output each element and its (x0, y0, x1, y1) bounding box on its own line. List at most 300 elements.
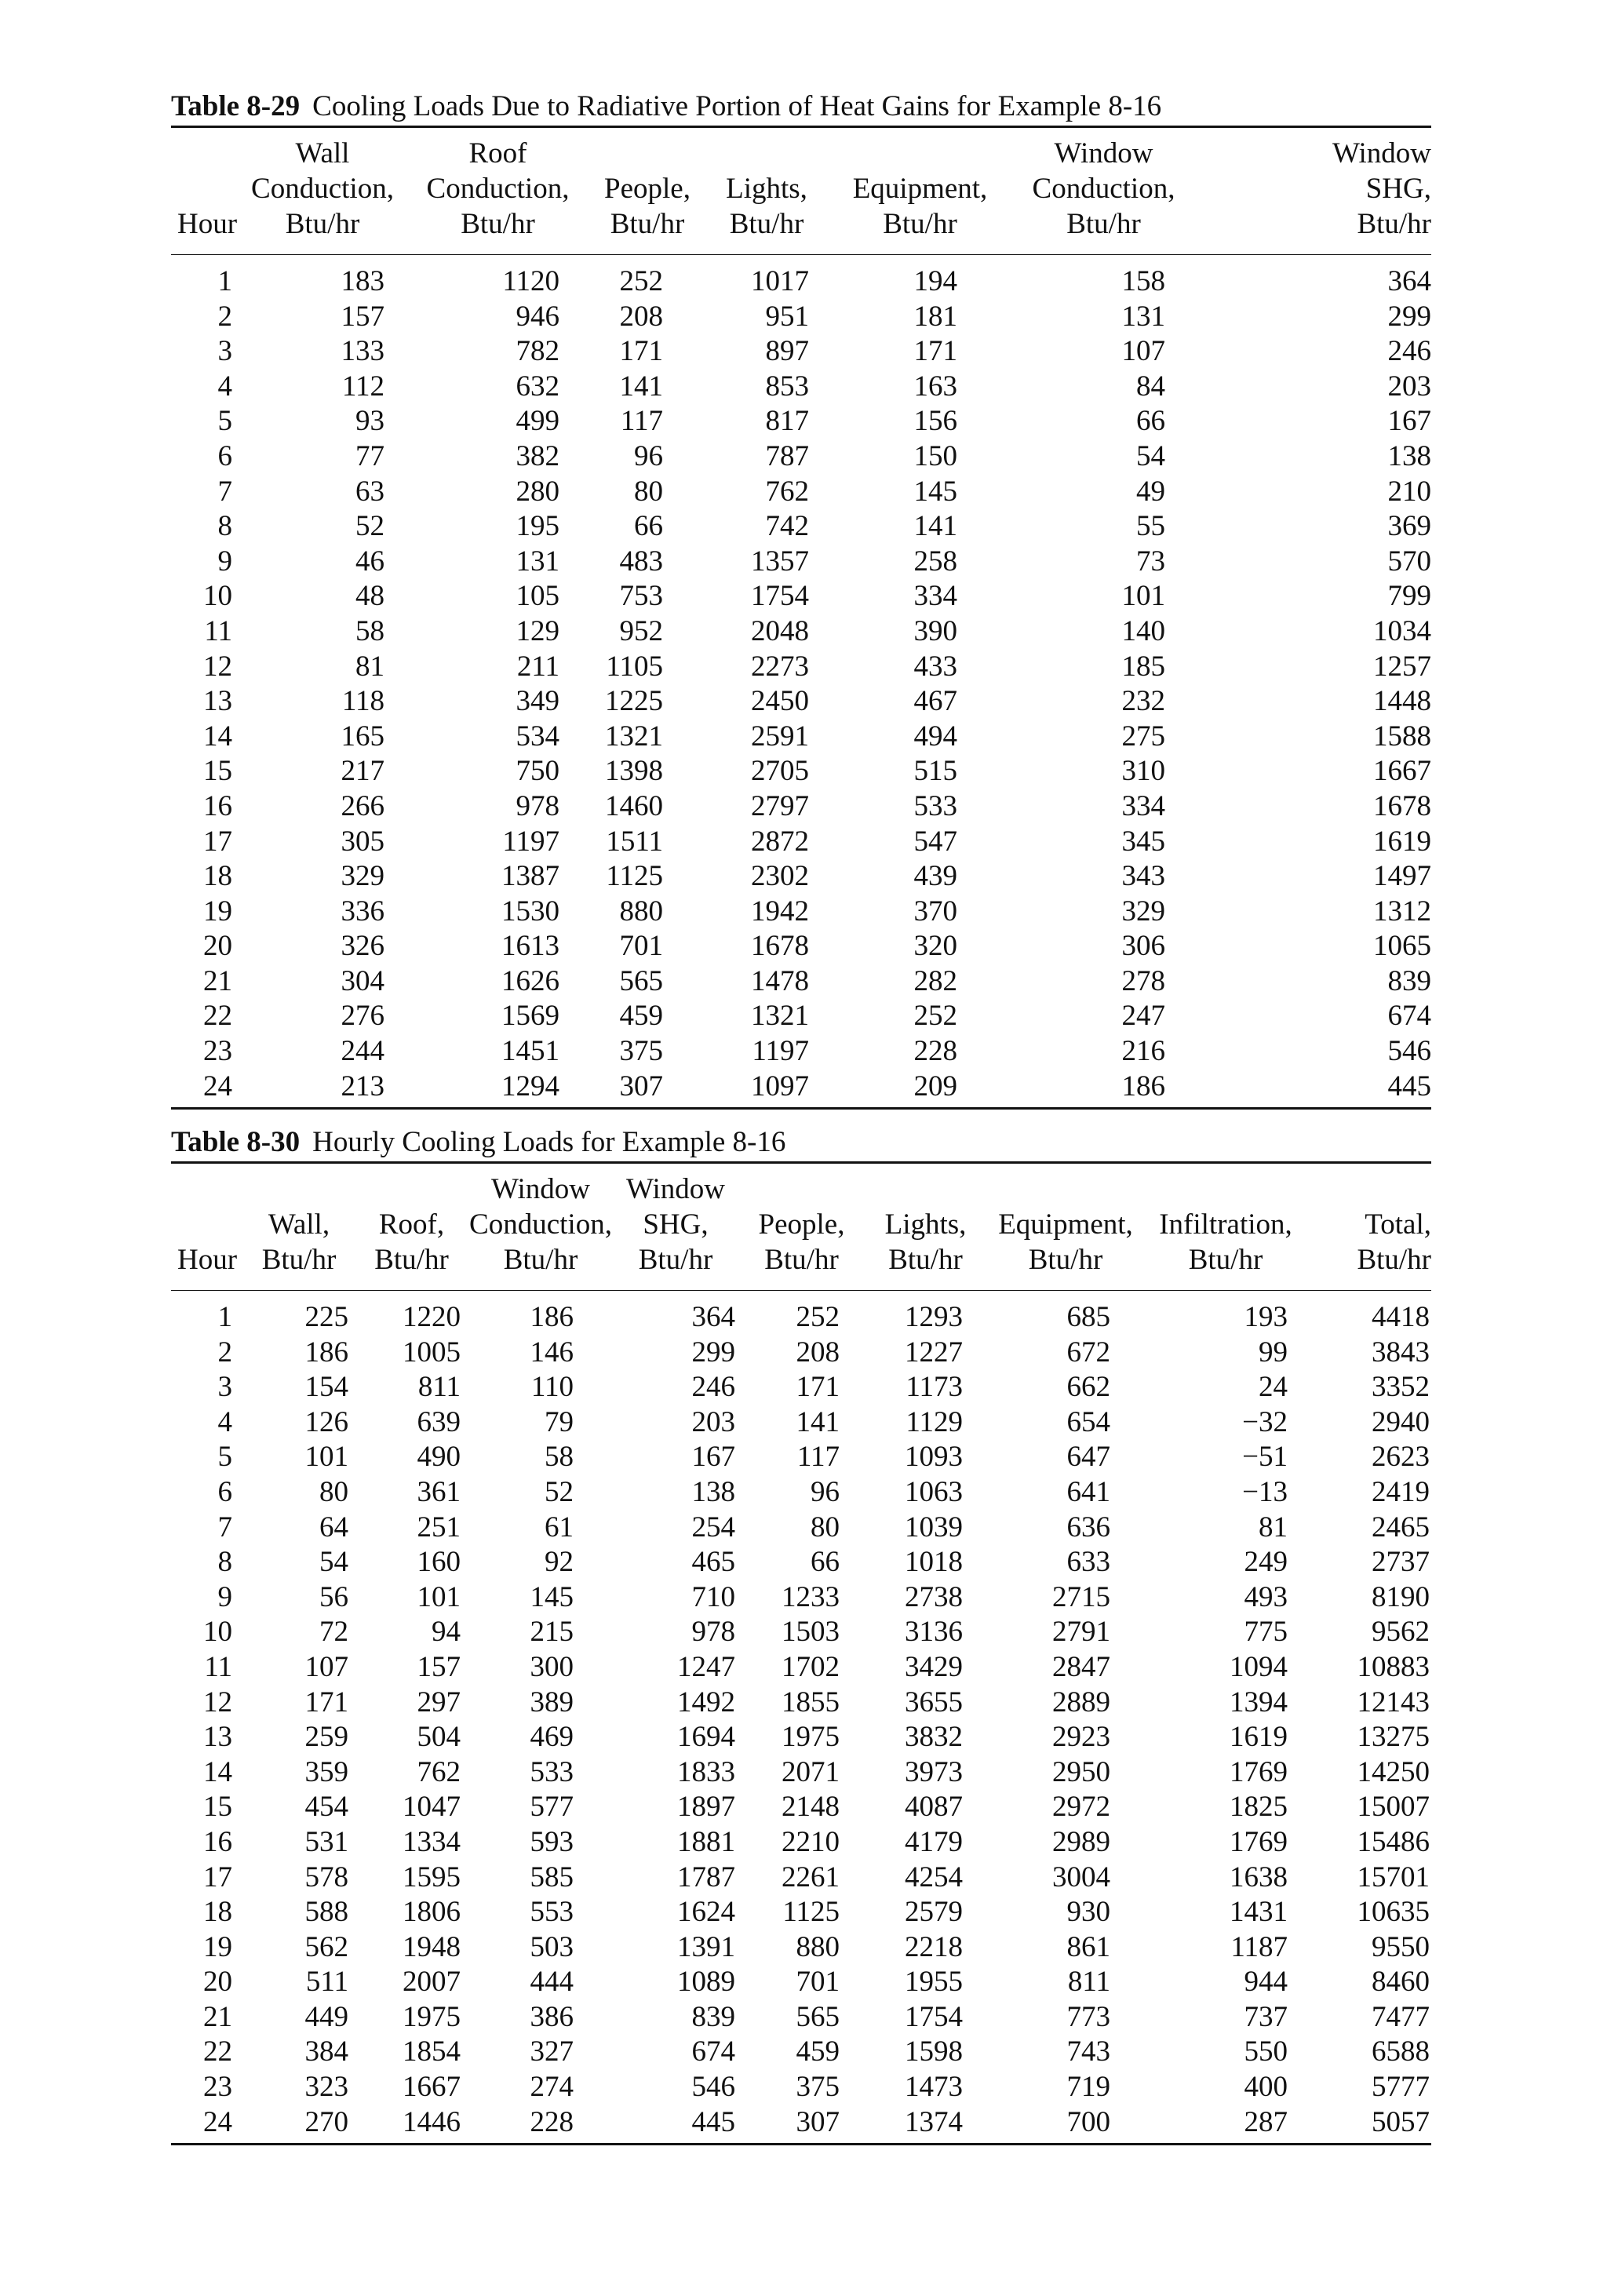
column-header (355, 1163, 468, 1291)
value-cell: 99 (1259, 1336, 1288, 1368)
value-cell: 1293 (905, 1301, 963, 1333)
value-cell: 853 (765, 370, 809, 403)
value-cell: 1120 (502, 265, 559, 297)
table-number: Table 8-30 (171, 1126, 301, 1158)
table-row (171, 825, 1431, 860)
table-row (171, 2105, 1431, 2145)
value-cell: 546 (691, 2071, 735, 2104)
value-cell: 2071 (782, 1755, 840, 1788)
value-cell: 101 (1121, 580, 1165, 613)
header-line (701, 136, 833, 171)
value-cell: 2972 (1052, 1791, 1110, 1824)
value-cell: 978 (516, 789, 559, 822)
value-cell: 66 (634, 510, 663, 543)
table-row (171, 1755, 1431, 1791)
column-header (468, 1163, 613, 1291)
value-cell: 93 (355, 405, 384, 438)
column-header (833, 127, 1008, 255)
value-cell: 299 (691, 1336, 735, 1368)
header-line: Roof, (378, 1208, 445, 1241)
value-cell: 700 (1066, 2105, 1110, 2138)
value-cell: 2302 (751, 860, 809, 893)
value-cell: 534 (516, 720, 559, 753)
table-row (171, 1860, 1431, 1896)
value-cell: 361 (417, 1475, 461, 1508)
value-cell: 209 (913, 1070, 957, 1102)
value-cell: 1511 (606, 825, 663, 858)
value-cell: 66 (811, 1546, 840, 1579)
value-cell: 278 (1121, 964, 1165, 997)
value-cell: 167 (1387, 405, 1431, 438)
hour-cell: 11 (204, 1650, 232, 1683)
value-cell: 1374 (905, 2105, 963, 2138)
table-row (171, 1511, 1431, 1546)
value-cell: 1460 (605, 789, 663, 822)
value-cell: 1855 (782, 1686, 840, 1718)
hour-cell: 8 (217, 510, 232, 543)
value-cell: 73 (1136, 545, 1165, 578)
value-cell: 672 (1066, 1336, 1110, 1368)
value-cell: 2450 (751, 685, 809, 718)
header-line: SHG, (1365, 173, 1431, 205)
value-cell: 343 (1121, 860, 1165, 893)
value-cell: 300 (530, 1650, 574, 1683)
value-cell: 117 (620, 405, 663, 438)
value-cell: 531 (304, 1825, 348, 1858)
header-line (865, 1172, 986, 1207)
header-line: Btu/hr (461, 208, 535, 240)
value-cell: 3429 (905, 1650, 963, 1683)
value-cell: 743 (1066, 2035, 1110, 2068)
header-line: Hour (177, 1244, 238, 1276)
header-line: SHG, (643, 1208, 709, 1241)
table-row (171, 1930, 1431, 1966)
value-cell: 1063 (905, 1475, 963, 1508)
value-cell: 216 (1121, 1035, 1165, 1068)
value-cell: 305 (341, 825, 384, 858)
header-line: Btu/hr (729, 208, 804, 240)
hour-cell: 5 (217, 405, 232, 438)
header-line: Roof (468, 137, 527, 169)
value-cell: 208 (619, 300, 663, 333)
value-cell: 1093 (905, 1441, 963, 1474)
value-cell: 1595 (403, 1860, 461, 1893)
header-line (1306, 1172, 1431, 1207)
value-cell: 585 (530, 1860, 574, 1893)
table-row (171, 859, 1431, 895)
header-line: People, (758, 1208, 845, 1241)
column-header (1008, 127, 1200, 255)
header-line: Btu/hr (883, 208, 957, 240)
hour-cell: 4 (217, 1405, 232, 1438)
value-cell: 1018 (905, 1546, 963, 1579)
value-cell: 742 (765, 510, 809, 543)
value-cell: 1478 (751, 964, 809, 997)
value-cell: 210 (1387, 475, 1431, 508)
hour-cell: 19 (203, 895, 232, 928)
value-cell: 384 (304, 2035, 348, 2068)
value-cell: 252 (619, 265, 663, 297)
value-cell: 439 (913, 860, 957, 893)
value-cell: 562 (304, 1930, 348, 1963)
value-cell: 737 (1244, 2000, 1288, 2033)
hour-cell: 1 (217, 265, 232, 297)
header-line: Btu/hr (764, 1244, 839, 1276)
table-row (171, 929, 1431, 964)
value-cell: 345 (1121, 825, 1165, 858)
header-line (594, 136, 701, 171)
value-cell: 2950 (1052, 1755, 1110, 1788)
header-line: Lights, (884, 1208, 967, 1241)
header-row (171, 1163, 1431, 1291)
value-cell: 203 (691, 1405, 735, 1438)
header-line: Btu/hr (1066, 208, 1141, 240)
table-row (171, 1370, 1431, 1405)
value-cell: 14250 (1357, 1755, 1430, 1788)
value-cell: 449 (304, 2000, 348, 2033)
value-cell: 382 (516, 439, 559, 472)
value-cell: 112 (341, 370, 384, 403)
value-cell: 1613 (501, 930, 559, 963)
hour-cell: 10 (203, 580, 232, 613)
header-line: Wall (295, 137, 350, 169)
value-cell: 578 (304, 1860, 348, 1893)
hour-cell: 9 (217, 545, 232, 578)
value-cell: 1769 (1230, 1825, 1288, 1858)
hour-cell: 4 (217, 370, 232, 403)
value-cell: 275 (1121, 720, 1165, 753)
value-cell: 1638 (1230, 1860, 1288, 1893)
value-cell: 1626 (501, 964, 559, 997)
value-cell: 167 (691, 1441, 735, 1474)
value-cell: 570 (1387, 545, 1431, 578)
header-line: Window (626, 1173, 725, 1205)
header-row (171, 127, 1431, 255)
value-cell: 3832 (905, 1721, 963, 1754)
value-cell: 181 (913, 300, 957, 333)
value-cell: 2989 (1052, 1825, 1110, 1858)
value-cell: 369 (1387, 510, 1431, 543)
hour-cell: 3 (217, 335, 232, 368)
value-cell: 1233 (782, 1580, 840, 1613)
value-cell: 3352 (1372, 1371, 1430, 1404)
value-cell: 54 (319, 1546, 348, 1579)
table-caption (171, 88, 1431, 126)
value-cell: 208 (796, 1336, 840, 1368)
value-cell: 2419 (1372, 1475, 1430, 1508)
table-row (171, 1895, 1431, 1930)
value-cell: 80 (319, 1475, 348, 1508)
value-cell: 674 (1387, 1000, 1431, 1033)
value-cell: 244 (341, 1035, 384, 1068)
value-cell: 225 (304, 1301, 348, 1333)
value-cell: 1089 (677, 1966, 735, 1999)
column-header (701, 127, 833, 255)
value-cell: 138 (1387, 439, 1431, 472)
value-cell: 141 (619, 370, 663, 403)
value-cell: 762 (417, 1755, 461, 1788)
value-cell: 171 (619, 335, 663, 368)
value-cell: 329 (341, 860, 384, 893)
value-cell: 4418 (1372, 1301, 1430, 1333)
table-row (171, 789, 1431, 825)
value-cell: 1257 (1373, 650, 1431, 683)
table-row (171, 1336, 1431, 1371)
hour-cell: 7 (217, 475, 232, 508)
value-cell: 546 (1387, 1035, 1431, 1068)
hour-cell: 12 (203, 1686, 232, 1718)
header-line (171, 171, 243, 206)
value-cell: 10635 (1357, 1896, 1430, 1929)
value-cell: 171 (913, 335, 957, 368)
hour-cell: 10 (203, 1616, 232, 1649)
value-cell: 185 (1121, 650, 1165, 683)
value-cell: 117 (796, 1441, 840, 1474)
value-cell: 80 (634, 475, 663, 508)
table-caption (171, 1124, 1431, 1161)
value-cell: 52 (355, 510, 384, 543)
hour-cell: 8 (217, 1546, 232, 1579)
value-cell: 1975 (782, 1721, 840, 1754)
value-cell: 2847 (1052, 1650, 1110, 1683)
column-header (243, 127, 402, 255)
header-line: Btu/hr (1188, 1244, 1263, 1276)
value-cell: 861 (1066, 1930, 1110, 1963)
table-row (171, 1965, 1431, 2000)
value-cell: 2738 (905, 1580, 963, 1613)
table-row (171, 1545, 1431, 1580)
value-cell: 1105 (606, 650, 663, 683)
table-row (171, 684, 1431, 720)
value-cell: 1398 (605, 755, 663, 788)
value-cell: 81 (355, 650, 384, 683)
header-line: Conduction, (426, 173, 570, 205)
value-cell: 4179 (905, 1825, 963, 1858)
value-cell: 1125 (606, 860, 663, 893)
table-8-30 (171, 1124, 1431, 2145)
value-cell: 1391 (677, 1930, 735, 1963)
value-cell: 1387 (501, 860, 559, 893)
value-cell: 1187 (1230, 1930, 1288, 1963)
value-cell: 897 (765, 335, 809, 368)
value-cell: 445 (691, 2105, 735, 2138)
value-cell: 633 (1066, 1546, 1110, 1579)
value-cell: 329 (1121, 895, 1165, 928)
value-cell: 336 (341, 895, 384, 928)
value-cell: 375 (796, 2071, 840, 2104)
table-row (171, 255, 1431, 300)
header-line: Wall, (268, 1208, 330, 1241)
value-cell: 1667 (1373, 755, 1431, 788)
header-line: Btu/hr (503, 1244, 578, 1276)
header-line: Total, (1365, 1208, 1431, 1241)
value-cell: 306 (1121, 930, 1165, 963)
table-row (171, 334, 1431, 370)
value-cell: 2737 (1372, 1546, 1430, 1579)
hour-cell: 12 (203, 650, 232, 683)
value-cell: 1197 (502, 825, 559, 858)
value-cell: 79 (545, 1405, 574, 1438)
value-cell: 1129 (906, 1405, 963, 1438)
value-cell: 81 (1259, 1511, 1288, 1543)
value-cell: 1942 (751, 895, 809, 928)
hour-cell: 13 (203, 1721, 232, 1754)
value-cell: 157 (341, 300, 384, 333)
value-cell: 504 (417, 1721, 461, 1754)
table-row (171, 1475, 1431, 1511)
value-cell: 511 (305, 1966, 348, 1999)
value-cell: 811 (1067, 1966, 1110, 1999)
value-cell: 15486 (1357, 1825, 1430, 1858)
value-cell: 1569 (501, 1000, 559, 1033)
value-cell: 58 (545, 1441, 574, 1474)
header-line: Btu/hr (1357, 1244, 1431, 1276)
value-cell: 1225 (605, 685, 663, 718)
hour-cell: 22 (203, 2035, 232, 2068)
value-cell: 246 (1387, 335, 1431, 368)
value-cell: 1247 (677, 1650, 735, 1683)
value-cell: 750 (516, 755, 559, 788)
value-cell: 1619 (1230, 1721, 1288, 1754)
value-cell: 483 (619, 545, 663, 578)
value-cell: 1173 (906, 1371, 963, 1404)
value-cell: 1530 (501, 895, 559, 928)
value-cell: 2872 (751, 825, 809, 858)
value-cell: 3973 (905, 1755, 963, 1788)
value-cell: 1473 (905, 2071, 963, 2104)
value-cell: 1975 (403, 2000, 461, 2033)
value-cell: 490 (417, 1441, 461, 1474)
value-cell: 565 (619, 964, 663, 997)
header-line: Equipment, (852, 173, 988, 205)
hour-cell: 19 (203, 1930, 232, 1963)
value-cell: 1754 (751, 580, 809, 613)
value-cell: 493 (1244, 1580, 1288, 1613)
hour-cell: 24 (203, 2105, 232, 2138)
value-cell: 274 (530, 2071, 574, 2104)
value-cell: 503 (530, 1930, 574, 1963)
column-header (243, 1163, 355, 1291)
value-cell: 64 (319, 1511, 348, 1543)
column-header (1200, 127, 1431, 255)
value-cell: 654 (1066, 1405, 1110, 1438)
value-cell: 163 (913, 370, 957, 403)
value-cell: 1220 (403, 1301, 461, 1333)
value-cell: 1955 (905, 1966, 963, 1999)
value-cell: 186 (530, 1301, 574, 1333)
table-row (171, 1825, 1431, 1860)
value-cell: 55 (1136, 510, 1165, 543)
value-cell: 211 (516, 650, 559, 683)
value-cell: 1497 (1373, 860, 1431, 893)
value-cell: 1598 (905, 2035, 963, 2068)
value-cell: 2940 (1372, 1405, 1430, 1438)
value-cell: 1451 (501, 1035, 559, 1068)
value-cell: 215 (530, 1616, 574, 1649)
value-cell: 710 (691, 1580, 735, 1613)
value-cell: 433 (913, 650, 957, 683)
value-cell: 252 (796, 1301, 840, 1333)
value-cell: 775 (1244, 1616, 1288, 1649)
value-cell: 2261 (782, 1860, 840, 1893)
value-cell: 280 (516, 475, 559, 508)
value-cell: 2465 (1372, 1511, 1430, 1543)
value-cell: 2623 (1372, 1441, 1430, 1474)
value-cell: 213 (341, 1070, 384, 1102)
hour-cell: 18 (203, 1896, 232, 1929)
value-cell: 1227 (905, 1336, 963, 1368)
table-row (171, 1440, 1431, 1475)
value-cell: 1294 (501, 1070, 559, 1102)
value-cell: 2715 (1052, 1580, 1110, 1613)
value-cell: 326 (341, 930, 384, 963)
data-table (171, 1161, 1431, 2145)
value-cell: 101 (417, 1580, 461, 1613)
value-cell: 247 (1121, 1000, 1165, 1033)
value-cell: 565 (796, 2000, 840, 2033)
value-cell: 160 (417, 1546, 461, 1579)
value-cell: 753 (619, 580, 663, 613)
header-line (1145, 1172, 1306, 1207)
header-line: Btu/hr (888, 1244, 963, 1276)
value-cell: 1446 (403, 2105, 461, 2138)
header-line (171, 1207, 243, 1242)
value-cell: 2007 (403, 1966, 461, 1999)
value-cell: 533 (913, 789, 957, 822)
table-row (171, 509, 1431, 545)
table-row (171, 475, 1431, 510)
value-cell: 1787 (677, 1860, 735, 1893)
value-cell: 386 (530, 2000, 574, 2033)
table-row (171, 1615, 1431, 1650)
table-row (171, 300, 1431, 335)
value-cell: 186 (1121, 1070, 1165, 1102)
value-cell: 1678 (751, 930, 809, 963)
value-cell: 1702 (782, 1650, 840, 1683)
header-line: Btu/hr (1357, 208, 1431, 240)
hour-cell: 13 (203, 685, 232, 718)
value-cell: 1097 (751, 1070, 809, 1102)
value-cell: 6588 (1372, 2035, 1430, 2068)
value-cell: 12143 (1357, 1686, 1430, 1718)
value-cell: 249 (1244, 1546, 1288, 1579)
value-cell: 2591 (751, 720, 809, 753)
value-cell: 577 (530, 1791, 574, 1824)
value-cell: 1357 (751, 545, 809, 578)
value-cell: 467 (913, 685, 957, 718)
table-row (171, 2035, 1431, 2070)
value-cell: 1047 (403, 1791, 461, 1824)
value-cell: 389 (530, 1686, 574, 1718)
value-cell: 8460 (1372, 1966, 1430, 1999)
value-cell: 547 (913, 825, 957, 858)
table-row (171, 964, 1431, 1000)
hour-cell: 14 (203, 1755, 232, 1788)
value-cell: 839 (1387, 964, 1431, 997)
value-cell: 101 (304, 1441, 348, 1474)
data-table (171, 126, 1431, 1110)
value-cell: 1806 (403, 1896, 461, 1929)
table-row (171, 895, 1431, 930)
value-cell: 129 (516, 614, 559, 647)
value-cell: 469 (530, 1721, 574, 1754)
header-line (243, 1172, 355, 1207)
value-cell: 1065 (1373, 930, 1431, 963)
value-cell: 154 (304, 1371, 348, 1404)
value-cell: 632 (516, 370, 559, 403)
value-cell: 266 (341, 789, 384, 822)
value-cell: 1854 (403, 2035, 461, 2068)
